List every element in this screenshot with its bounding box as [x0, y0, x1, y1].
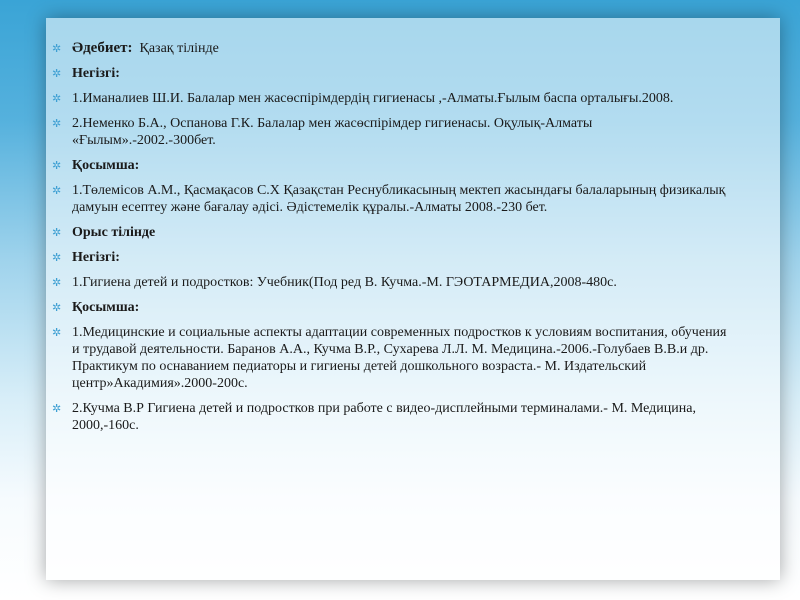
title-value: Қазақ тілінде — [139, 41, 219, 56]
bibliography-entry — [52, 400, 732, 434]
star-bullet-icon: ✲ — [52, 159, 62, 172]
star-bullet-icon: ✲ — [52, 326, 62, 339]
star-bullet-icon: ✲ — [52, 301, 62, 314]
bibliography-list — [52, 40, 732, 442]
star-bullet-icon: ✲ — [52, 92, 62, 105]
star-bullet-icon: ✲ — [52, 226, 62, 239]
star-bullet-icon: ✲ — [52, 402, 62, 415]
entry-text: 1.Гигиена детей и подростков: Учебник(Под ред В. Кучма.-М. ГЭОТАРМЕДИА,2008-480с. — [72, 275, 617, 290]
section-heading-text: Негізгі: — [72, 66, 120, 81]
section-heading — [52, 65, 732, 82]
section-heading-text: Орыс тілінде — [72, 225, 156, 240]
entry-text: 2.Кучма В.Р Гигиена детей и подростков при работе с видео-дисплейными терминалами.- М. Медицина, 2000,-160с. — [72, 401, 696, 433]
bibliography-entry — [52, 274, 732, 291]
entry-text: 1.Төлемісов А.М., Қасмақасов С.Х Қазақстан Реснубликасының мектеп жасындағы балаларының физикалық дамуын есептеу және бағалау әдісі. Әдістемелік құралы.-Алматы 2008.-230 бет. — [72, 183, 726, 215]
section-heading — [52, 157, 732, 174]
bibliography-entry — [52, 182, 732, 216]
entry-text: 1.Медицинские и социальные аспекты адаптации современных подростков к условиям воспитания, обучения и трудавой деятельности. Баранов А.А., Кучма В.Р., Сухарева Л.Л. М. Медицина.-2006.-Голубаев В.В.и др. Практикум по оснаванием педиаторы и гигиены детей дошкольного возраста.- М. Издательский центр»Акадимия».2000-200с. — [72, 325, 727, 391]
section-heading — [52, 249, 732, 266]
entry-text: 2.Неменко Б.А., Оспанова Г.К. Балалар мен жасөспірімдер гигиенасы. Оқулық-Алматы «Ғылым».-2002.-300бет. — [72, 116, 593, 148]
star-bullet-icon: ✲ — [52, 42, 62, 55]
title-label: Әдебиет: — [72, 40, 133, 56]
entry-text: 1.Иманалиев Ш.И. Балалар мен жасөспірімдердің гигиенасы ,-Алматы.Ғылым баспа орталығы.2008. — [72, 91, 674, 106]
section-heading — [52, 224, 732, 241]
section-heading-text: Қосымша: — [72, 300, 140, 315]
star-bullet-icon: ✲ — [52, 117, 62, 130]
bibliography-entry — [52, 90, 732, 107]
bibliography-entry — [52, 324, 732, 392]
star-bullet-icon: ✲ — [52, 184, 62, 197]
star-bullet-icon: ✲ — [52, 276, 62, 289]
section-heading — [52, 299, 732, 316]
bibliography-title — [52, 40, 732, 57]
star-bullet-icon: ✲ — [52, 251, 62, 264]
bibliography-entry — [52, 115, 732, 149]
section-heading-text: Негізгі: — [72, 250, 120, 265]
star-bullet-icon: ✲ — [52, 67, 62, 80]
section-heading-text: Қосымша: — [72, 158, 140, 173]
